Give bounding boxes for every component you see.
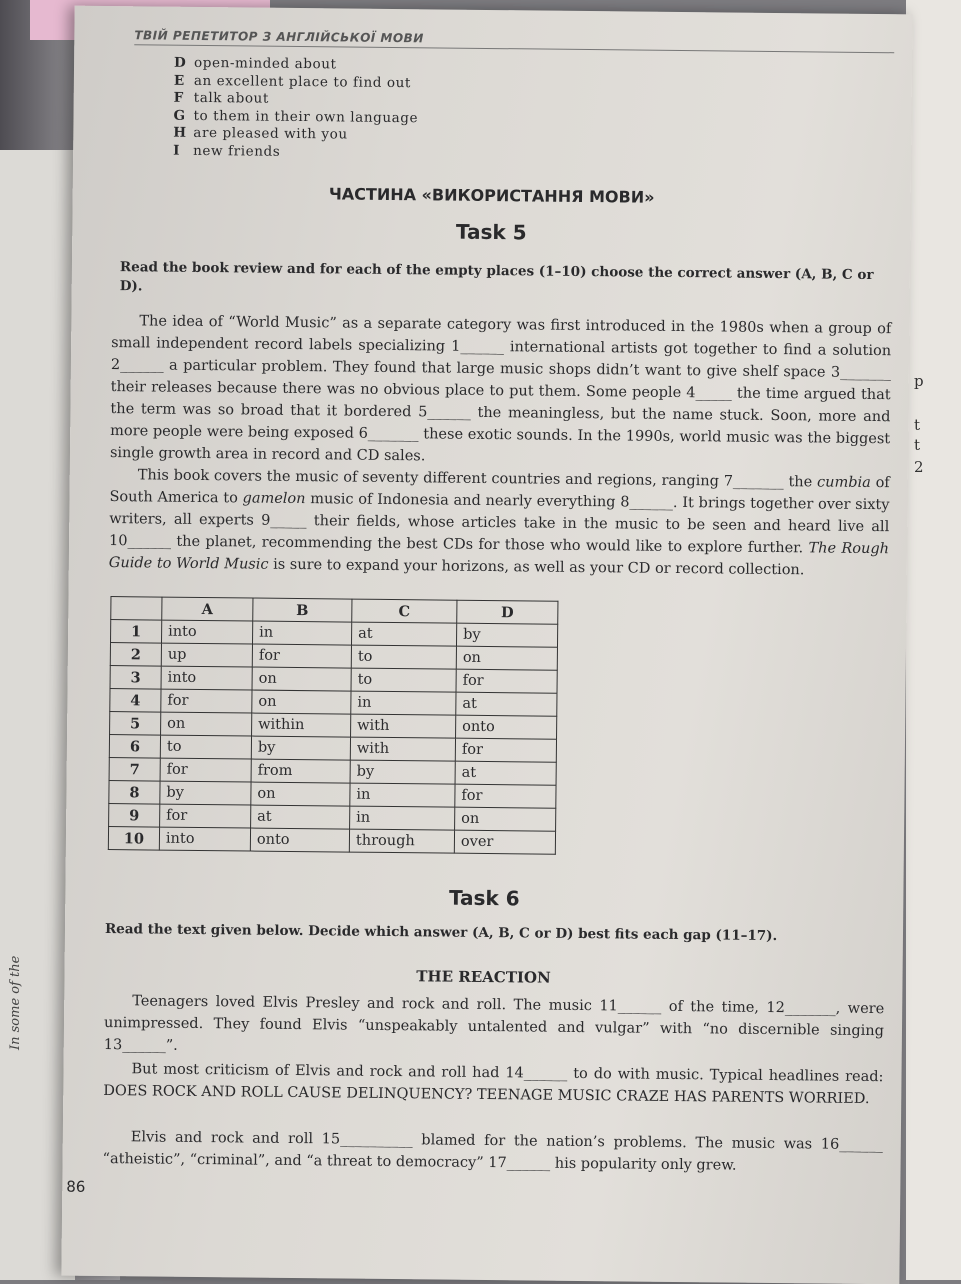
option-letter: F	[173, 89, 184, 106]
table-cell: into	[162, 620, 253, 644]
option-letter: I	[173, 142, 181, 159]
table-cell: in	[351, 691, 456, 715]
table-header	[111, 597, 162, 621]
table-header: B	[253, 598, 352, 622]
task5-paragraph-2	[109, 464, 890, 582]
option-letter: G	[173, 107, 186, 124]
table-cell: in	[350, 806, 455, 830]
table-cell: for	[160, 758, 251, 782]
table-cell: on	[161, 712, 252, 736]
table-cell: on	[252, 690, 351, 714]
margin-glyph: 2	[914, 458, 924, 476]
table-cell: on	[251, 782, 350, 806]
option-letter: H	[173, 124, 187, 141]
table-cell: at	[351, 622, 456, 646]
text-run: music of Indonesia and nearly everything 8______. It brings together over sixty writers, all experts 9_____ their fields, whose articles take in the music to be seen and heard live all 10______ the planet, recommending the best CDs for those who would like to explore further.	[108, 491, 890, 557]
row-number: 1	[111, 620, 162, 644]
section-title: ЧАСТИНА «ВИКОРИСТАННЯ МОВИ»	[328, 184, 655, 207]
table-header: C	[352, 599, 457, 623]
next-page-margin	[906, 0, 961, 1280]
option-text: open-minded about	[193, 54, 337, 73]
margin-glyph: p	[914, 372, 924, 390]
table-cell: for	[160, 804, 251, 828]
option-item	[173, 142, 418, 162]
underlying-page-text: In some of the	[8, 955, 23, 1050]
table-cell: in	[350, 783, 455, 807]
table-cell: by	[160, 781, 251, 805]
table-cell: for	[161, 689, 252, 713]
table-cell: on	[455, 807, 556, 831]
table-cell: for	[456, 669, 557, 693]
running-head: ТВІЙ РЕПЕТИТОР З АНГЛІЙСЬКОЇ МОВИ	[134, 28, 894, 53]
table-cell: into	[159, 827, 250, 851]
option-text: an excellent place to find out	[193, 72, 412, 91]
table-cell: into	[161, 666, 252, 690]
task6-paragraph-3: Elvis and rock and roll 15__________ blamed for the nation’s problems. The music was 16______ “atheistic”, “criminal”, and “a threat to democracy” 17______ his popularity only grew.	[102, 1129, 883, 1174]
table-cell: with	[351, 714, 456, 738]
text-run: of South America to	[109, 475, 890, 507]
table-cell: for	[252, 644, 351, 668]
table-cell: on	[456, 646, 557, 670]
row-number: 3	[110, 666, 161, 690]
table-cell: by	[251, 736, 350, 760]
table-cell: within	[252, 713, 351, 737]
option-text: talk about	[193, 89, 269, 107]
row-number: 8	[109, 781, 160, 805]
table-cell: at	[455, 761, 556, 785]
text-run: is sure to expand your horizons, as well as your CD or record collection.	[268, 556, 805, 579]
table-cell: through	[349, 829, 454, 853]
italic-term: cumbia	[816, 474, 871, 492]
table-cell: at	[456, 692, 557, 716]
table-cell: for	[455, 738, 556, 762]
table-cell: up	[161, 643, 252, 667]
table-cell: at	[251, 805, 350, 829]
table-cell: by	[350, 760, 455, 784]
row-number: 4	[110, 689, 161, 713]
table-cell: to	[351, 668, 456, 692]
book-page	[61, 6, 912, 1284]
task6-title: Task 6	[448, 885, 520, 911]
text-heading: THE REACTION	[416, 967, 551, 987]
answer-options-list	[173, 55, 419, 163]
text-run: This book covers the music of seventy different countries and regions, ranging 7_______ the	[137, 467, 818, 491]
table-cell: to	[160, 735, 251, 759]
table-cell: with	[350, 737, 455, 761]
table-cell: onto	[250, 828, 349, 852]
book-title: The Rough Guide to World Music	[108, 540, 890, 573]
option-text: to them in their own language	[193, 107, 419, 126]
table-cell: by	[456, 623, 557, 647]
italic-term: gamelon	[242, 490, 306, 508]
margin-glyph: t	[914, 436, 921, 454]
table-cell: from	[251, 759, 350, 783]
row-number: 7	[109, 758, 160, 782]
task5-instruction: Read the book review and for each of the empty places (1–10) choose the correct answer (A, B, C or D).	[119, 259, 874, 295]
table-header: A	[162, 597, 253, 621]
task6-paragraph-2: But most criticism of Elvis and rock and roll had 14______ to do with music. Typical headlines read: DOES ROCK AND ROLL CAUSE DELINQUENCY? TEENAGE MUSIC CRAZE HAS PARENTS WORRIED.	[103, 1061, 884, 1108]
row-number: 5	[110, 712, 161, 736]
option-text: new friends	[193, 142, 281, 160]
option-letter: D	[173, 54, 187, 71]
option-text: are pleased with you	[193, 124, 348, 143]
row-number: 10	[108, 827, 159, 851]
table-cell: on	[252, 667, 351, 691]
table-cell: onto	[456, 715, 557, 739]
task6-instruction: Read the text given below. Decide which answer (A, B, C or D) best fits each gap (11–17).	[104, 921, 778, 945]
answer-table	[108, 596, 559, 855]
task5-paragraph-1: The idea of “World Music” as a separate category was first introduced in the 1980s when a group of small independent record labels specializing 1______ international artists got together to find a solution 2______ a particular problem. They found that large music shops didn’t want to give shelf space 3_______ their releases because there was no obvious place to put them. Some people 4_____ the time argued that the term was so broad that it bordered 5______ the meaningless, but the name stuck. Soon, more and more people were being exposed 6_______ these exotic sounds. In the 1990s, world music was the biggest single growth area in record and CD sales.	[109, 313, 892, 465]
task6-paragraph-1: Teenagers loved Elvis Presley and rock and roll. The music 11______ of the time, 12_______, were unimpressed. They found Elvis “unspeakably untalented and vulgar” with “no discernible singing 13______”.	[103, 993, 885, 1054]
row-number: 9	[109, 804, 160, 828]
table-cell: in	[252, 621, 351, 645]
option-letter: E	[173, 72, 185, 89]
row-number: 2	[110, 643, 161, 667]
page-number: 86	[66, 1177, 86, 1196]
table-header: D	[457, 600, 558, 624]
margin-glyph: t	[914, 416, 921, 434]
table-cell: for	[455, 784, 556, 808]
table-cell: over	[454, 830, 555, 854]
row-number: 6	[109, 735, 160, 759]
table-cell: to	[351, 645, 456, 669]
task5-title: Task 5	[455, 219, 527, 245]
table-row	[108, 827, 555, 855]
